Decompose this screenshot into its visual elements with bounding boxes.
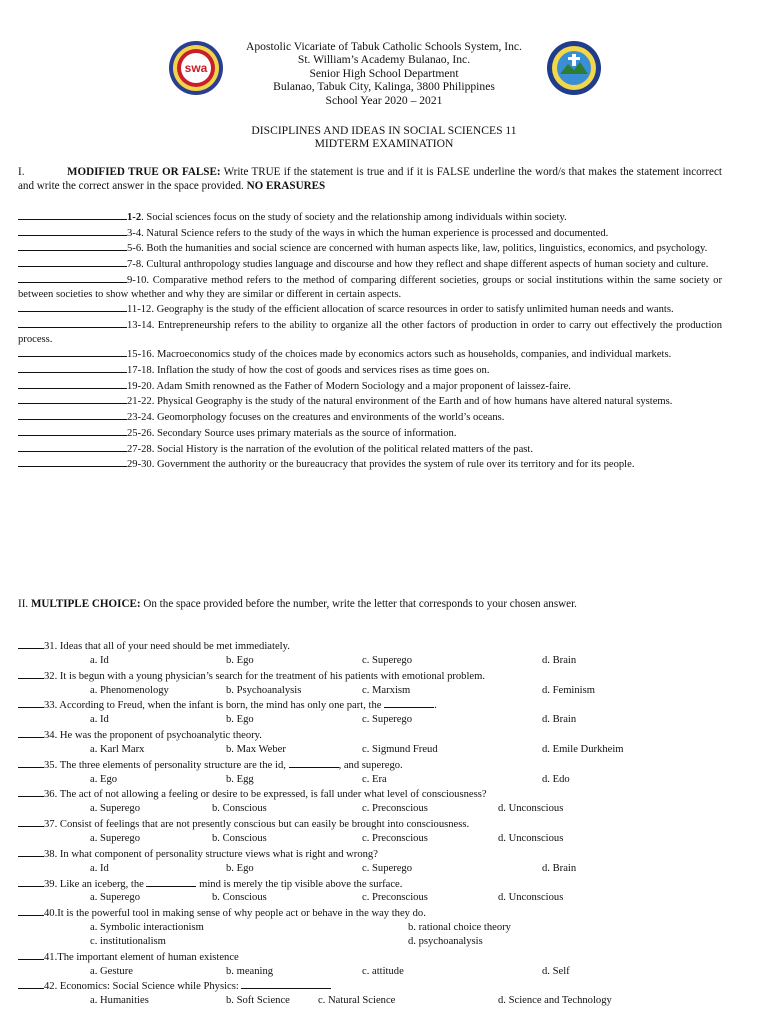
true-false-item [18,378,722,394]
choice-option[interactable]: a. Id [90,862,109,874]
choice-option[interactable]: d. Unconscious [498,832,564,844]
question-text: . He was the proponent of psychoanalytic theory. [54,730,262,742]
choice-option[interactable]: a. Superego [90,892,141,904]
choice-options [18,965,722,979]
question-number: 39 [44,878,55,890]
true-false-item [18,301,722,317]
item-text: . Social History is the narration of the evolution of the political related matters of the past. [151,443,533,455]
item-text: . Cultural anthropology studies language and discourse and how they reflect and shape different aspects of human society and culture. [141,259,709,271]
choice-option[interactable]: b. Conscious [212,832,267,844]
choice-option[interactable]: a. Gesture [90,965,133,977]
true-false-item [18,240,722,256]
section-heading: MULTIPLE CHOICE: [30,598,141,610]
choice-options [18,935,722,949]
answer-blank[interactable] [18,225,127,236]
true-false-item [18,256,722,272]
choice-option[interactable]: c. Preconscious [362,892,428,904]
item-number: 19-20 [127,380,152,392]
item-text: . Physical Geography is the study of the natural environment of the Earth and of how humans have altered natural systems. [151,396,673,408]
question-text: .The important element of human existence [54,951,239,963]
question-text: . According to Freud, when the infant is born, the mind has only one part, the [54,700,385,712]
choice-options [18,832,722,846]
item-number: 17-18 [127,365,152,377]
fill-in-blank [384,697,434,708]
answer-blank[interactable] [18,757,44,768]
choice-option[interactable]: c. Superego [362,654,413,666]
item-text: . Comparative method refers to the method of comparing different societies, groups or social institutions within the same society or between societies to show whether and why they are similar or different in certain aspects. [18,274,722,300]
item-number: 11-12 [127,304,152,316]
item-number: 27-28 [127,443,152,455]
choice-option[interactable]: c. Sigmund Freud [362,743,438,755]
item-text: . Adam Smith renowned as the Father of Modern Sociology and a major proponent of laissez-faire. [151,380,571,392]
true-false-item [18,209,722,225]
choice-option[interactable]: a. Humanities [90,995,149,1007]
answer-blank[interactable] [18,816,44,827]
question-text: . The three elements of personality structure are the id, [54,759,289,771]
choice-option[interactable]: b. Conscious [212,803,267,815]
item-number: 7-8 [127,259,142,271]
answer-blank[interactable] [18,727,44,738]
true-false-item [18,317,722,346]
item-text: . Geography is the study of the efficient allocation of scarce resources in order to satisfy unlimited human needs and wants. [151,304,674,316]
exam-type: MIDTERM EXAMINATION [314,137,454,151]
answer-blank[interactable] [18,668,44,679]
answer-blank[interactable] [18,638,44,649]
question-text: . [434,700,437,712]
header-line: Apostolic Vicariate of Tabuk Catholic Schools System, Inc. [246,40,522,53]
choice-option[interactable]: a. Ego [90,773,118,785]
question-number: 41 [44,951,55,963]
question-number: 34 [44,730,55,742]
item-text: . Geomorphology focuses on the creatures and environments of the world’s oceans. [151,412,505,424]
multiple-choice-question [18,816,722,832]
item-number: 25-26 [127,427,152,439]
choice-option[interactable]: d. Unconscious [498,892,564,904]
multiple-choice-question [18,978,722,994]
choice-option[interactable]: b. rational choice theory [408,922,511,934]
choice-options [18,994,722,1008]
answer-blank[interactable] [18,441,127,452]
question-text: .It is the powerful tool in making sense of why people act or behave in the way they do. [54,908,426,920]
question-number: 37 [44,819,55,831]
question-text: . Economics: Social Science while Physics: [54,981,242,993]
answer-blank[interactable] [18,456,127,467]
choice-option[interactable]: b. Ego [226,654,254,666]
answer-blank[interactable] [18,346,127,357]
item-text: . Inflation the study of how the cost of goods and services rises as time goes on. [151,365,490,377]
true-false-item [18,409,722,425]
choice-option[interactable]: d. Brain [542,714,577,726]
question-text: , and superego. [338,759,403,771]
question-text: . Ideas that all of your need should be met immediately. [54,641,290,652]
answer-blank[interactable] [18,209,127,220]
choice-option[interactable]: a. Superego [90,832,141,844]
answer-blank[interactable] [18,256,127,267]
true-false-item [18,272,722,301]
choice-option[interactable]: d. Science and Technology [498,995,612,1007]
answer-blank[interactable] [18,240,127,251]
choice-option[interactable]: d. psychoanalysis [408,935,483,947]
choice-option[interactable]: d. Edo [542,773,570,785]
choice-option[interactable]: a. Superego [90,803,141,815]
choice-option[interactable]: d. Feminism [542,684,595,696]
choice-options [18,654,722,668]
answer-blank[interactable] [18,978,44,989]
item-number: 13-14 [127,319,152,331]
answer-blank[interactable] [18,949,44,960]
choice-option[interactable]: d. Self [542,965,570,977]
choice-option[interactable]: b. Psychoanalysis [226,684,302,696]
choice-option[interactable]: a. Symbolic interactionism [90,922,204,934]
fill-in-blank [241,978,331,989]
choice-option[interactable]: c. attitude [362,965,404,977]
exam-title [0,124,768,151]
section-number: II. [18,598,29,610]
true-false-item [18,441,722,457]
choice-option[interactable]: a. Phenomenology [90,684,169,696]
question-number: 33 [44,700,55,712]
multiple-choice-question [18,697,722,713]
choice-options [18,921,722,935]
section-instructions: Write TRUE if the statement is true and if it is FALSE underline the word/s that makes the statement incorrect and write the correct answer in the space provided. [18,166,722,192]
question-number: 40 [44,908,55,920]
item-text: . Natural Science refers to the study of the ways in which the human experience is processed and documented. [141,227,609,239]
true-false-item [18,225,722,241]
question-text: . It is begun with a young physician’s search for the treatment of his patients with emotional problem. [54,670,486,682]
header-line: Senior High School Department [309,66,459,80]
choice-option[interactable]: b. Egg [226,773,254,785]
choice-option[interactable]: a. Id [90,714,109,726]
choice-options [18,743,722,757]
multiple-choice-question [18,846,722,862]
answer-blank[interactable] [18,272,127,283]
question-number: 31 [44,641,55,652]
choice-option[interactable]: a. Karl Marx [90,743,145,755]
choice-option[interactable]: d. Brain [542,654,577,666]
subject-title: DISCIPLINES AND IDEAS IN SOCIAL SCIENCES 11 [251,124,517,137]
question-text: . Consist of feelings that are not presently conscious but can easily be brought into consciousness. [54,819,470,831]
answer-blank[interactable] [18,301,127,312]
item-number: 15-16 [127,349,152,361]
question-text: . Like an iceberg, the [54,878,147,890]
choice-option[interactable]: c. Era [362,773,387,785]
answer-blank[interactable] [18,697,44,708]
question-text: mind is merely the tip visible above the surface. [196,878,403,890]
section-number: I. [18,166,25,178]
answer-blank[interactable] [18,846,44,857]
answer-blank[interactable] [18,905,44,916]
true-false-item [18,362,722,378]
answer-blank[interactable] [18,317,127,328]
choice-options [18,862,722,876]
svg-text:swa: swa [184,61,208,75]
answer-blank[interactable] [18,786,44,797]
multiple-choice-question [18,905,722,921]
choice-option[interactable]: d. Unconscious [498,803,564,815]
choice-option[interactable]: c. Superego [362,714,413,726]
choice-option[interactable]: b. Conscious [212,892,267,904]
question-number: 42 [44,981,55,993]
section-instructions: On the space provided before the number, write the letter that corresponds to your chosen answer. [140,598,577,610]
item-number: 5-6 [127,243,142,255]
item-text: . Macroeconomics study of the choices made by economics actors such as households, companies, and individual markets. [151,349,672,361]
item-text: . Both the humanities and social science are concerned with human aspects like, law, politics, linguistics, economics, and psychology. [141,243,708,255]
item-text: . Government the authority or the bureaucracy that provides the system of rule over its territory and for its people. [151,459,635,471]
choice-option[interactable]: d. Brain [542,862,577,874]
answer-blank[interactable] [18,409,127,420]
item-number: 3-4 [127,227,142,239]
item-number: 29-30 [127,459,152,471]
section-heading: MODIFIED TRUE OR FALSE: [67,166,221,178]
true-false-item [18,346,722,362]
header-line: School Year 2020 – 2021 [325,93,443,107]
header-line: St. William’s Academy Bulanao, Inc. [297,53,471,67]
question-number: 36 [44,789,55,801]
choice-option[interactable]: d. Emile Durkheim [542,743,624,755]
answer-blank[interactable] [18,425,127,436]
choice-option[interactable]: b. Max Weber [226,743,286,755]
question-text: . In what component of personality structure views what is right and wrong? [54,848,378,860]
answer-blank[interactable] [18,876,44,887]
choice-options [18,891,722,905]
section1-instructions [18,166,722,193]
school-header [0,40,768,107]
choice-option[interactable]: c. Preconscious [362,832,428,844]
choice-options [18,802,722,816]
choice-option[interactable]: c. institutionalism [90,935,166,947]
choice-option[interactable]: b. meaning [226,965,274,977]
question-number: 32 [44,670,55,682]
choice-options [18,684,722,698]
choice-option[interactable]: c. Preconscious [362,803,428,815]
choice-options [18,713,722,727]
fill-in-blank [146,876,196,887]
multiple-choice-question [18,668,722,684]
multiple-choice-question [18,876,722,892]
true-false-item [18,456,722,472]
item-text: . Entrepreneurship refers to the ability to organize all the other factors of production in order to carry out effectively the production process. [18,319,722,345]
item-number: 9-10 [127,274,147,286]
question-number: 35 [44,759,55,771]
multiple-choice-question [18,786,722,802]
question-number: 38 [44,848,55,860]
item-number: 23-24 [127,412,152,424]
choice-option[interactable]: b. Ego [226,714,254,726]
choice-option[interactable]: c. Marxism [362,684,411,696]
no-erasures-note: NO ERASURES [246,179,326,192]
true-false-item [18,425,722,441]
true-false-item [18,393,722,409]
choice-option[interactable]: c. Natural Science [318,995,396,1007]
multiple-choice-question [18,757,722,773]
multiple-choice-question [18,949,722,965]
answer-blank[interactable] [18,378,127,389]
item-number: 1-2 [127,212,142,223]
answer-blank[interactable] [18,393,127,404]
multiple-choice-items [18,638,722,1008]
choice-options [18,773,722,787]
fill-in-blank [289,757,339,768]
header-line: Bulanao, Tabuk City, Kalinga, 3800 Philippines [273,80,495,94]
choice-option[interactable]: a. Id [90,654,109,666]
choice-option[interactable]: c. Superego [362,862,413,874]
question-text: . The act of not allowing a feeling or desire to be expressed, is fall under what level of consciousness? [54,789,487,801]
item-text: . Social sciences focus on the study of society and the relationship among individuals within society. [141,212,567,223]
choice-option[interactable]: b. Soft Science [226,995,290,1007]
true-false-items [18,209,722,472]
item-text: . Secondary Source uses primary materials as the source of information. [151,427,457,439]
multiple-choice-question [18,727,722,743]
multiple-choice-question [18,638,722,654]
answer-blank[interactable] [18,362,127,373]
item-number: 21-22 [127,396,152,408]
choice-option[interactable]: b. Ego [226,862,254,874]
section2-instructions [18,598,722,612]
